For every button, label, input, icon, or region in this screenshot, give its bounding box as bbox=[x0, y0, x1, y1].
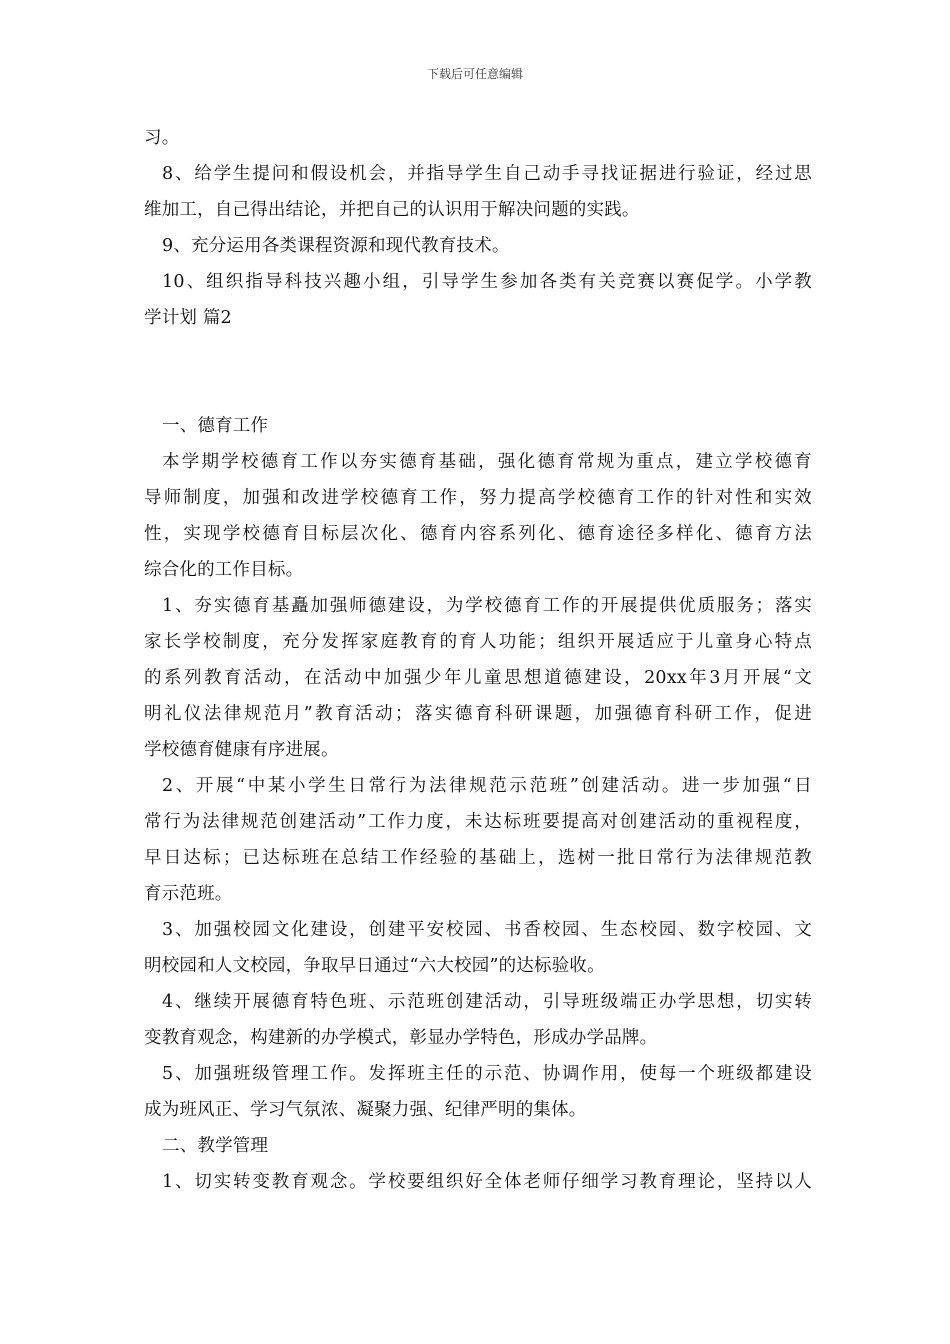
section-heading: 二、教学管理 bbox=[162, 1136, 269, 1156]
text-line: 明校园和人文校园，争取早日通过“六大校园”的达标验收。 bbox=[144, 956, 605, 976]
text-line: 9、充分运用各类课程资源和现代教育技术。 bbox=[162, 236, 510, 256]
text-line: 4、继续开展德育特色班、示范班创建活动，引导班级端正办学思想，切实转 bbox=[162, 992, 812, 1012]
text-line: 本学期学校德育工作以夯实德育基础，强化德育常规为重点，建立学校德育 bbox=[162, 452, 812, 472]
text-line: 学校德育健康有序进展。 bbox=[144, 740, 339, 760]
text-line: 8、给学生提问和假设机会，并指导学生自己动手寻找证据进行验证，经过思 bbox=[162, 164, 812, 184]
text-line: 维加工，自己得出结论，并把自己的认识用于解决问题的实践。 bbox=[144, 200, 640, 220]
text-line: 2、开展“中某小学生日常行为法律规范示范班”创建活动。进一步加强“日 bbox=[162, 776, 812, 796]
text-line: 育示范班。 bbox=[144, 884, 233, 904]
text-line: 3、加强校园文化建设，创建平安校园、书香校园、生态校园、数字校园、文 bbox=[162, 920, 812, 940]
section-heading: 一、德育工作 bbox=[162, 416, 269, 436]
text-line: 导师制度，加强和改进学校德育工作，努力提高学校德育工作的针对性和实效 bbox=[144, 488, 812, 508]
text-line: 明礼仪法律规范月”教育活动；落实德育科研课题，加强德育科研工作，促进 bbox=[144, 704, 812, 724]
text-line: 学计划 篇2 bbox=[144, 308, 232, 328]
text-line: 的系列教育活动，在活动中加强少年儿童思想道德建设，20xx年3月开展“文 bbox=[144, 668, 812, 688]
text-line: 成为班风正、学习气氛浓、凝聚力强、纪律严明的集体。 bbox=[144, 1100, 587, 1120]
text-line: 常行为法律规范创建活动”工作力度，未达标班要提高对创建活动的重视程度， bbox=[144, 812, 812, 832]
text-line: 综合化的工作目标。 bbox=[144, 560, 304, 580]
text-line: 1、切实转变教育观念。学校要组织好全体老师仔细学习教育理论，坚持以人 bbox=[162, 1172, 812, 1192]
text-line: 习。 bbox=[144, 128, 180, 148]
text-line: 变教育观念，构建新的办学模式，彰显办学特色，形成办学品牌。 bbox=[144, 1028, 658, 1048]
document-body bbox=[144, 120, 812, 1200]
text-line: 家长学校制度，充分发挥家庭教育的育人功能；组织开展适应于儿童身心特点 bbox=[144, 632, 812, 652]
text-line: 10、组织指导科技兴趣小组，引导学生参加各类有关竞赛以赛促学。小学教 bbox=[162, 272, 812, 292]
section-gap bbox=[144, 336, 812, 408]
text-line: 性，实现学校德育目标层次化、德育内容系列化、德育途径多样化、德育方法 bbox=[144, 524, 812, 544]
page-header-note: 下载后可任意编辑 bbox=[426, 67, 523, 81]
text-line: 早日达标；已达标班在总结工作经验的基础上，选树一批日常行为法律规范教 bbox=[144, 848, 812, 868]
text-line: 5、加强班级管理工作。发挥班主任的示范、协调作用，使每一个班级都建设 bbox=[162, 1064, 812, 1084]
text-line: 1、夯实德育基矗加强师德建设，为学校德育工作的开展提供优质服务；落实 bbox=[162, 596, 812, 616]
